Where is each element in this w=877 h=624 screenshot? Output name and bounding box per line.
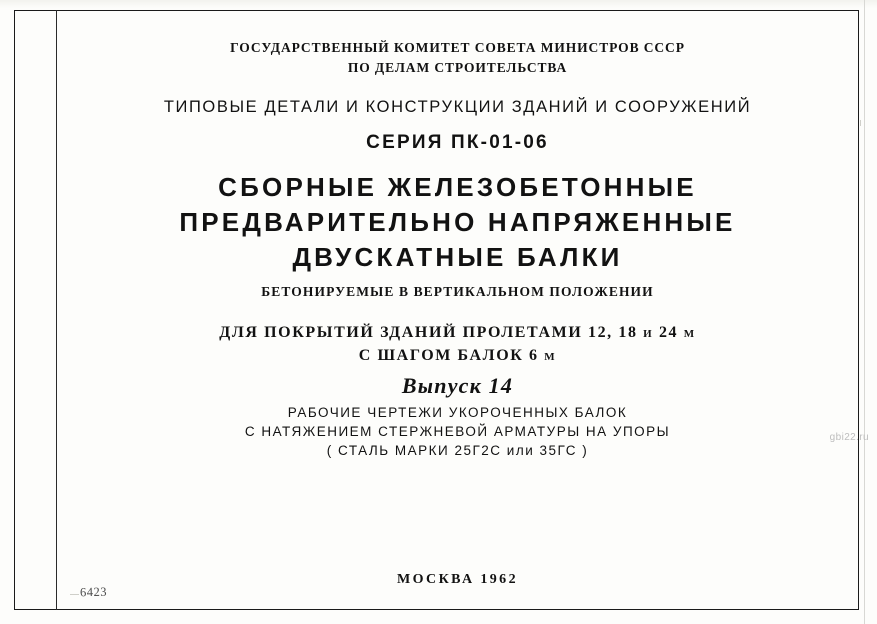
scan-edge-shadow <box>0 0 877 8</box>
note-line-3: ( СТАЛЬ МАРКИ 25Г2С или 35ГС ) <box>326 443 589 458</box>
series-code: СЕРИЯ ПК-01-06 <box>366 132 549 153</box>
scan-speckle <box>860 120 861 126</box>
city-and-year: МОСКВА 1962 <box>396 572 518 587</box>
issue-number: Выпуск 14 <box>401 373 514 398</box>
organization-line-2: ПО ДЕЛАМ СТРОИТЕЛЬСТВА <box>347 60 568 75</box>
subtitle: БЕТОНИРУЕМЫЕ В ВЕРТИКАЛЬНОМ ПОЛОЖЕНИИ <box>261 284 654 299</box>
application-line-2: С ШАГОМ БАЛОК 6 м <box>358 347 557 364</box>
main-title-line-3: ДВУСКАТНЫЕ БАЛКИ <box>292 242 623 272</box>
main-title-line-2: ПРЕДВАРИТЕЛЬНО НАПРЯЖЕННЫЕ <box>179 207 736 237</box>
archive-number-handwritten: 6423 <box>79 584 108 600</box>
series-title: ТИПОВЫЕ ДЕТАЛИ И КОНСТРУКЦИИ ЗДАНИЙ И СООРУЖЕНИЙ <box>163 98 752 116</box>
note-line-2: С НАТЯЖЕНИЕМ СТЕРЖНЕВОЙ АРМАТУРЫ НА УПОРЫ <box>244 424 671 439</box>
organization-line-1: ГОСУДАРСТВЕННЫЙ КОМИТЕТ СОВЕТА МИНИСТРОВ СССР <box>230 40 685 55</box>
title-page-content <box>56 10 859 610</box>
scan-speckle <box>70 594 79 595</box>
application-line-1: ДЛЯ ПОКРЫТИЙ ЗДАНИЙ ПРОЛЕТАМИ 12, 18 и 24 м <box>219 324 696 341</box>
scan-artifact-line <box>864 0 865 624</box>
main-title-line-1: СБОРНЫЕ ЖЕЛЕЗОБЕТОННЫЕ <box>218 172 697 202</box>
watermark-text: gbi22.ru <box>829 432 869 443</box>
note-line-1: РАБОЧИЕ ЧЕРТЕЖИ УКОРОЧЕННЫХ БАЛОК <box>287 405 628 420</box>
